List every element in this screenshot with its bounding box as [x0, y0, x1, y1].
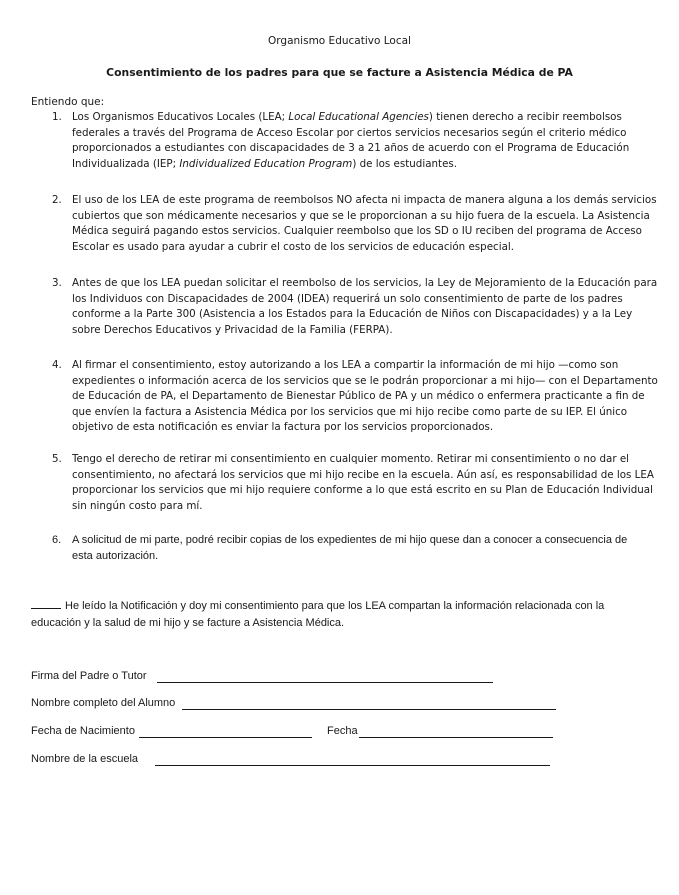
parent-signature-line[interactable] — [157, 682, 493, 683]
school-name-label: Nombre de la escuela — [31, 753, 139, 765]
text-line: Antes de que los LEA puedan solicitar el reembolso de los servicios, la Ley de Mejoramiento de la Educación para — [72, 277, 658, 289]
item-number: 1. — [52, 111, 62, 123]
text-line: Individualizada (IEP; Individualized Education Program) de los estudiantes. — [72, 157, 458, 170]
item-text — [72, 193, 657, 255]
text-line: objetivo de esta notificación es enviar la factura por los servicios proporcionados. — [72, 421, 494, 434]
text-line: federales a través del Programa de Acceso Escolar por ciertos servicios necesarios según el criterio médico — [72, 126, 627, 139]
text-line: Al firmar el consentimiento, estoy autorizando a los LEA a compartir la información de mi hijo —como son — [72, 359, 619, 371]
birth-date-line[interactable] — [139, 737, 312, 738]
text-line: proporcionados a estudiantes con discapacidades de 3 a 21 años de acuerdo con el Programa de Educación — [72, 142, 630, 155]
date-line[interactable] — [359, 737, 553, 738]
text-line: sin ningún costo para mí. — [72, 499, 203, 512]
text-line: cubiertos que son médicamente necesarios y que se le proporcionan a su hijo fuera de la escuela. La Asistencia — [72, 209, 650, 222]
text-line: que envíen la factura a Asistencia Médica por los servicios que mi hijo recibe como parte de su IEP. El único — [72, 405, 628, 418]
item-text — [72, 358, 657, 436]
item-text — [72, 533, 657, 564]
item-text — [72, 276, 657, 338]
parent-signature-label: Firma del Padre o Tutor — [31, 670, 147, 682]
organization-name: Organismo Educativo Local — [268, 35, 411, 47]
item-number: 5. — [52, 453, 62, 465]
consent-initials-blank[interactable] — [31, 598, 61, 609]
text-line: consentimiento, no afectará los servicios que mi hijo recibe en la escuela. Aún así, es responsabilidad de los LEA — [72, 468, 654, 481]
item-number: 3. — [52, 277, 62, 289]
text-line: Escolar es usado para ayudar a cubrir el costo de los servicios de educación especial. — [72, 240, 515, 253]
text-line: los Individuos con Discapacidades de 2004 (IDEA) requerirá un solo consentimiento de parte de los padres — [72, 292, 623, 305]
document-title: Consentimiento de los padres para que se facture a Asistencia Médica de PA — [106, 66, 573, 79]
school-name-line[interactable] — [155, 765, 550, 766]
consent-statement — [31, 598, 661, 632]
text-line: Médica seguirá pagando estos servicios. Cualquier reembolso que los SD o IU reciben del programa de Acceso — [72, 225, 642, 238]
text-line: de Educación de PA, el Departamento de Bienestar Público de PA y un médico o enfermera practicante a fin de — [72, 390, 645, 403]
text-line: sobre Derechos Educativos y Privacidad de la Familia (FERPA). — [72, 323, 393, 336]
birth-date-label: Fecha de Nacimiento — [31, 725, 135, 737]
text-line: educación y la salud de mi hijo y se facture a Asistencia Médica. — [31, 617, 345, 629]
student-name-label: Nombre completo del Alumno — [31, 697, 176, 709]
text-line: Los Organismos Educativos Locales (LEA; Local Educational Agencies) tienen derecho a recibir reembolsos — [72, 111, 622, 123]
text-line: A solicitud de mi parte, podré recibir copias de los expedientes de mi hijo quese dan a conocer a consecuencia de — [72, 534, 628, 546]
text-line: El uso de los LEA de este programa de reembolsos NO afecta ni impacta de manera alguna a los demás servicios — [72, 194, 657, 206]
student-name-line[interactable] — [182, 709, 556, 710]
text-line: proporcionar los servicios que mi hijo requiere conforme a lo que está escrito en su Plan de Educación Individual — [72, 484, 653, 497]
item-text — [72, 110, 657, 172]
item-number: 6. — [52, 534, 62, 546]
date-label: Fecha — [327, 725, 358, 737]
text-line: He leído la Notificación y doy mi consentimiento para que los LEA compartan la información relacionada con la — [31, 598, 661, 615]
item-text — [72, 452, 657, 514]
text-line: conforme a la Parte 300 (Asistencia a los Estados para la Educación de Niños con Discapacidades) y a la Ley — [72, 308, 633, 321]
text-line: esta autorización. — [72, 549, 159, 562]
text-line: Tengo el derecho de retirar mi consentimiento en cualquier momento. Retirar mi consentimiento o no dar el — [72, 453, 630, 465]
text-line: expedientes o información acerca de los servicios que se le podrán proporcionar a mi hijo— con el Departamento — [72, 374, 658, 387]
intro-text: Entiendo que: — [31, 96, 105, 108]
item-number: 4. — [52, 359, 62, 371]
item-number: 2. — [52, 194, 62, 206]
